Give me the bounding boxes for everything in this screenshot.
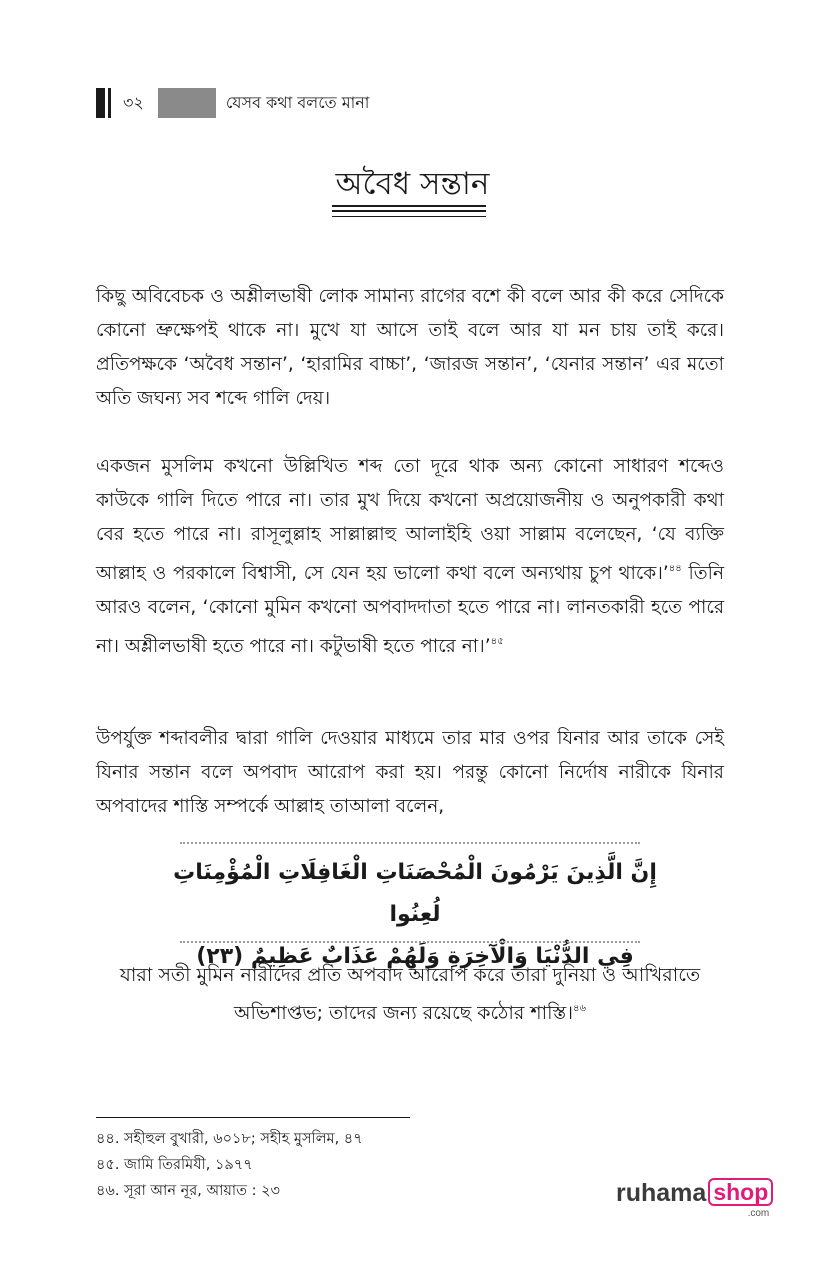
footnote-44: ৪৪. সহীহুল বুখারী, ৬০১৮; সহীহ মুসলিম, ৪৭ [96,1131,363,1147]
translation-text: যারা সতী মুমিন নারীদের প্রতি অপবাদ আরোপ করে তারা দুনিয়া ও আখিরাতে অভিশাপ্তভ; তাদের জন্য রয়েছে কঠোর শাস্তি। [119,964,701,1024]
header-bar-thick [96,88,105,118]
title-rule [332,205,486,207]
running-title: যেসব কথা বলতে মানা [225,92,370,112]
title-rule [332,216,486,217]
logo-text-shop: shop [708,1178,773,1206]
quran-line-1: إِنَّ الَّذِينَ يَرْمُونَ الْمُحْصَنَاتِ الْغَافِلَاتِ الْمُؤْمِنَاتِ لُعِنُوا [173,860,657,927]
dotted-divider [180,842,640,844]
paragraph-1: কিছু অবিবেচক ও অশ্লীলভাষী লোক সামান্য রাগের বশে কী বলে আর কী করে সেদিকে কোনো ভ্রুক্ষেপই থাকে না। মুখে যা আসে তাই বলে আর যা মন চায় তাই করে। প্রতিপক্ষকে ‘অবৈধ সন্তান’, ‘হারামির বাচ্চা’, ‘জারজ সন্তান’, ‘যেনার সন্তান’ এর মতো অতি জঘন্য সব শব্দে গালি দেয়। [96,286,724,409]
footnote-ref-44[interactable]: ৪৪ [668,563,682,574]
logo-shop-wrap [708,1178,773,1219]
header-bar-thin [108,88,111,118]
verse-translation [96,958,724,1030]
page-number: ৩২ [123,92,144,112]
ruhamashop-logo [616,1178,773,1218]
footnote-45: ৪৫. জামি তিরমিযী, ১৯৭৭ [96,1157,253,1173]
footnote-rule [96,1117,410,1118]
running-header [96,88,369,118]
paragraph-3: উপর্যুক্ত শব্দাবলীর দ্বারা গালি দেওয়ার মাধ্যমে তার মার ওপর যিনার আর তাকে সেই যিনার সন্তান বলে অপবাদ আরোপ করা হয়। পরন্তু কোনো নির্দোষ নারীকে যিনার অপবাদের শাস্তি সম্পর্কে আল্লাহ তাআলা বলেন, [96,728,724,817]
logo-text-ruhama: ruhama [616,1179,707,1207]
dotted-divider [180,941,640,943]
paragraph-2-text-b: তিনি আরও বলেন, ‘কোনো মুমিন কখনো অপবাদদাতা হতে পারে না। লানতকারী হতে পারে না। অশ্লীলভাষী হতে পারে না। কটুভাষী হতে পারে না।’ [96,563,724,657]
quran-line-2: فِي الدُّنْيَا وَالْآخِرَةِ وَلَهُمْ عَذَابٌ عَظِيمٌ (٢٣) [196,944,634,969]
chapter-title: অবৈধ সন্তান [335,166,490,202]
footnote-ref-46[interactable]: ৪৬ [572,1003,586,1014]
paragraph-2 [96,450,724,664]
title-rule [332,210,486,212]
footnote-ref-45[interactable]: ৪৫ [490,636,504,647]
footnote-46: ৪৬. সূরা আন নূর, আয়াত : ২৩ [96,1183,280,1199]
paragraph-2-text-a: একজন মুসলিম কখনো উল্লিখিত শব্দ তো দূরে থাক অন্য কোনো সাধারণ শব্দেও কাউকে গালি দিতে পারে না। তার মুখ দিয়ে কখনো অপ্রয়োজনীয় ও অনুপকারী কথা বের হতে পারে না। রাসূলুল্লাহ সাল্লাল্লাহু আলাইহি ওয়া সাল্লাম বলেছেন, ‘যে ব্যক্তি আল্লাহ ও পরকালে বিশ্বাসী, সে যেন হয় ভালো কথা বলে অন্যথায় চুপ থাকে।’ [96,456,724,584]
header-gray-block [158,88,216,118]
logo-text-com: .com [747,1208,770,1219]
